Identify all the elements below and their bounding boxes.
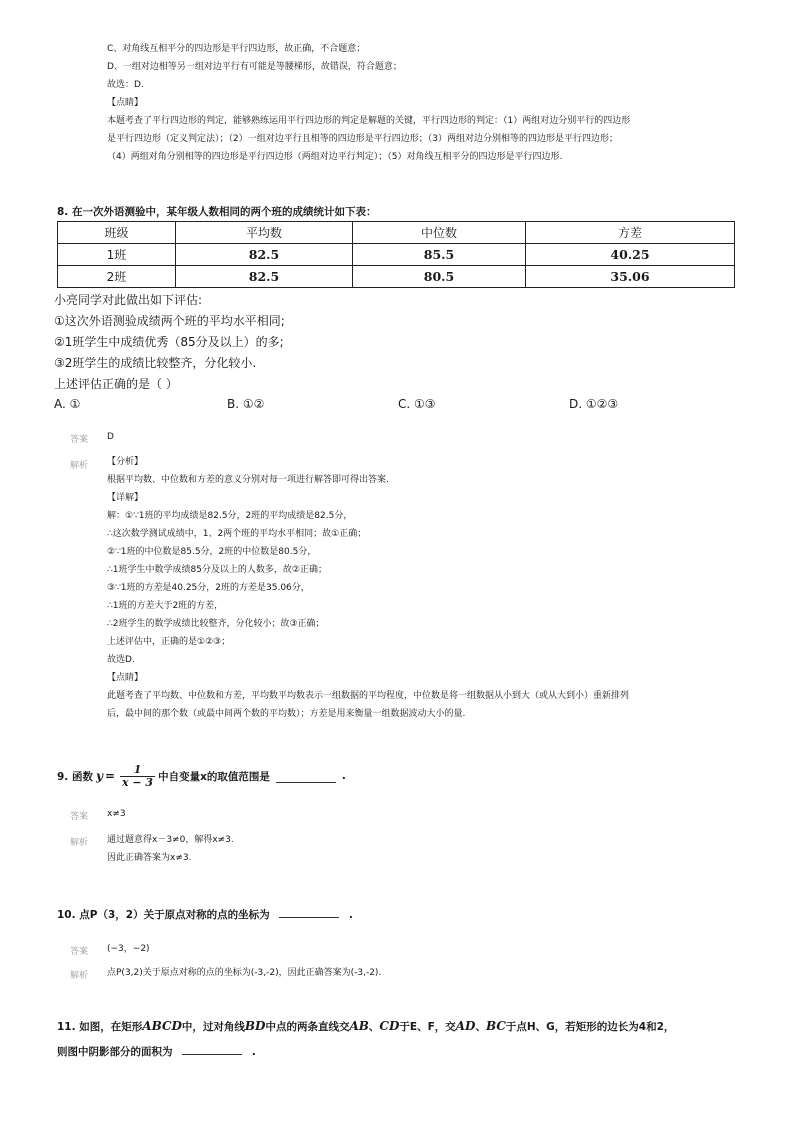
answer-value: D <box>107 432 114 442</box>
question-9-prefix: 9. 函数 <box>57 770 93 783</box>
math-var: ABCD <box>142 1019 182 1033</box>
table-header: 方差 <box>526 222 735 244</box>
question-11-text: 于E、F，交 <box>399 1021 456 1033</box>
equals-sign: = <box>104 769 115 783</box>
analysis-line: 此题考查了平均数、中位数和方差，平均数平均数表示一组数据的平均程度，中位数是将一组数据从小到大（或从大到小）重新排列 <box>107 691 630 701</box>
math-var: CD <box>379 1019 400 1033</box>
analysis-line: 【点睛】 <box>107 673 144 683</box>
question-10-end: . <box>348 909 353 921</box>
prev-line: 【点睛】 <box>107 98 144 108</box>
analysis-line: ∴1班学生中数学成绩85分及以上的人数多，故②正确； <box>107 565 327 575</box>
analysis-label: 解析 <box>70 971 89 981</box>
question-8-stem: 8. 在一次外语测验中，某年级人数相同的两个班的成绩统计如下表： <box>57 206 377 218</box>
analysis-line: ②∵1班的中位数是85.5分，2班的中位数是80.5分， <box>107 547 317 557</box>
table-cell: 82.5 <box>176 266 353 288</box>
analysis-line: 解：①∵1班的平均成绩是82.5分，2班的平均成绩是82.5分， <box>107 511 353 521</box>
question-11-line-2 <box>57 1042 256 1059</box>
question-8-line: 小亮同学对此做出如下评估: <box>54 293 203 307</box>
table-header: 班级 <box>58 222 176 244</box>
question-9-suffix: 中自变量x的取值范围是 <box>158 770 270 783</box>
table-cell: 1班 <box>58 244 176 266</box>
analysis-line: ∴2班学生的数学成绩比较整齐，分化较小；故③正确； <box>107 619 325 629</box>
prev-line: 本题考查了平行四边形的判定，能够熟练运用平行四边形的判定是解题的关键，平行四边形的判定：（1）两组对边分别平行的四边形 <box>107 116 631 126</box>
question-10-stem <box>57 905 353 922</box>
question-9-stem <box>57 760 346 792</box>
fraction-denominator: x − 3 <box>122 775 154 789</box>
question-8-line: ①这次外语测验成绩两个班的平均水平相同; <box>54 314 285 328</box>
table-header: 平均数 <box>176 222 353 244</box>
question-8-line: 上述评估正确的是（ ） <box>54 377 178 391</box>
question-11-text: 则图中阴影部分的面积为 <box>57 1046 173 1058</box>
answer-label: 答案 <box>70 947 89 957</box>
math-var: AD <box>455 1019 476 1033</box>
answer-value: x≠3 <box>107 809 126 819</box>
analysis-line: 【详解】 <box>107 493 144 503</box>
analysis-line: 故选D. <box>107 655 135 665</box>
question-11-text: 中，过对角线 <box>181 1021 245 1033</box>
function-variable: y <box>95 769 103 783</box>
option-b[interactable]: B. ①② <box>227 397 265 411</box>
prev-line: （4）两组对角分别相等的四边形是平行四边形（两组对边平行判定）；（5）对角线互相平分的四边形是平行四边形. <box>107 152 563 162</box>
analysis-line: 根据平均数、中位数和方差的意义分别对每一项进行解答即可得出答案. <box>107 475 389 485</box>
math-var: BC <box>485 1019 506 1033</box>
question-11-text: 、 <box>368 1021 380 1033</box>
fraction <box>120 764 155 789</box>
question-8-line: ③2班学生的成绩比较整齐，分化较小. <box>54 356 257 370</box>
table-cell: 85.5 <box>353 244 526 266</box>
answer-label: 答案 <box>70 812 89 822</box>
analysis-line: ∴1班的方差大于2班的方差， <box>107 601 224 611</box>
table-header: 中位数 <box>353 222 526 244</box>
prev-line: D、一组对边相等另一组对边平行有可能是等腰梯形，故错误，符合题意； <box>107 62 402 72</box>
answer-blank[interactable] <box>276 770 336 783</box>
table-cell: 80.5 <box>353 266 526 288</box>
table-header-row <box>58 222 735 244</box>
analysis-line: ∴这次数学测试成绩中，1、2两个班的平均水平相同；故①正确； <box>107 529 367 539</box>
question-11-end: . <box>251 1046 256 1058</box>
question-11-text: 11. 如图，在矩形 <box>57 1021 143 1033</box>
question-11-text: 、 <box>475 1021 486 1033</box>
analysis-line: 后，最中间的那个数（或最中间两个数的平均数）；方差是用来衡量一组数据波动大小的量. <box>107 709 466 719</box>
analysis-label: 解析 <box>70 461 89 471</box>
analysis-line: 点P(3,2)关于原点对称的点的坐标为(-3,-2)，因此正确答案为(-3,-2). <box>107 968 382 978</box>
question-8-line: ②1班学生中成绩优秀（85分及以上）的多; <box>54 335 284 349</box>
answer-value: (−3，−2) <box>107 944 150 954</box>
option-c[interactable]: C. ①③ <box>398 397 436 411</box>
option-a[interactable]: A. ① <box>54 397 81 411</box>
fraction-numerator: 1 <box>120 764 155 777</box>
table-row <box>58 266 735 288</box>
prev-line: C、对角线互相平分的四边形是平行四边形，故正确，不合题意； <box>107 44 366 54</box>
table-cell: 82.5 <box>176 244 353 266</box>
question-11-text: 于点H、G，若矩形的边长为4和2， <box>505 1021 675 1033</box>
answer-blank[interactable] <box>279 905 339 918</box>
answer-label: 答案 <box>70 435 89 445</box>
question-11-text: 中点的两条直线交 <box>265 1021 350 1033</box>
math-var: BD <box>244 1019 266 1033</box>
analysis-line: 通过题意得x－3≠0，解得x≠3. <box>107 835 234 845</box>
prev-line: 是平行四边形（定义判定法）；（2）一组对边平行且相等的四边形是平行四边形；（3）两组对边分别相等的四边形是平行四边形； <box>107 134 618 144</box>
table-row <box>58 244 735 266</box>
question-11-stem <box>57 1019 674 1034</box>
answer-blank[interactable] <box>182 1042 242 1055</box>
analysis-label: 解析 <box>70 838 89 848</box>
option-d[interactable]: D. ①②③ <box>569 397 619 411</box>
score-table <box>57 221 735 288</box>
analysis-line: 上述评估中，正确的是①②③； <box>107 637 231 647</box>
math-var: AB <box>349 1019 369 1033</box>
analysis-line: ③∵1班的方差是40.25分，2班的方差是35.06分， <box>107 583 310 593</box>
analysis-line: 【分析】 <box>107 457 144 467</box>
question-10-text: 10. 点P（3，2）关于原点对称的点的坐标为 <box>57 909 270 921</box>
question-9-end: . <box>341 770 346 782</box>
table-cell: 40.25 <box>526 244 735 266</box>
table-cell: 2班 <box>58 266 176 288</box>
prev-line: 故选：D. <box>107 80 144 90</box>
analysis-line: 因此正确答案为x≠3. <box>107 853 192 863</box>
table-cell: 35.06 <box>526 266 735 288</box>
